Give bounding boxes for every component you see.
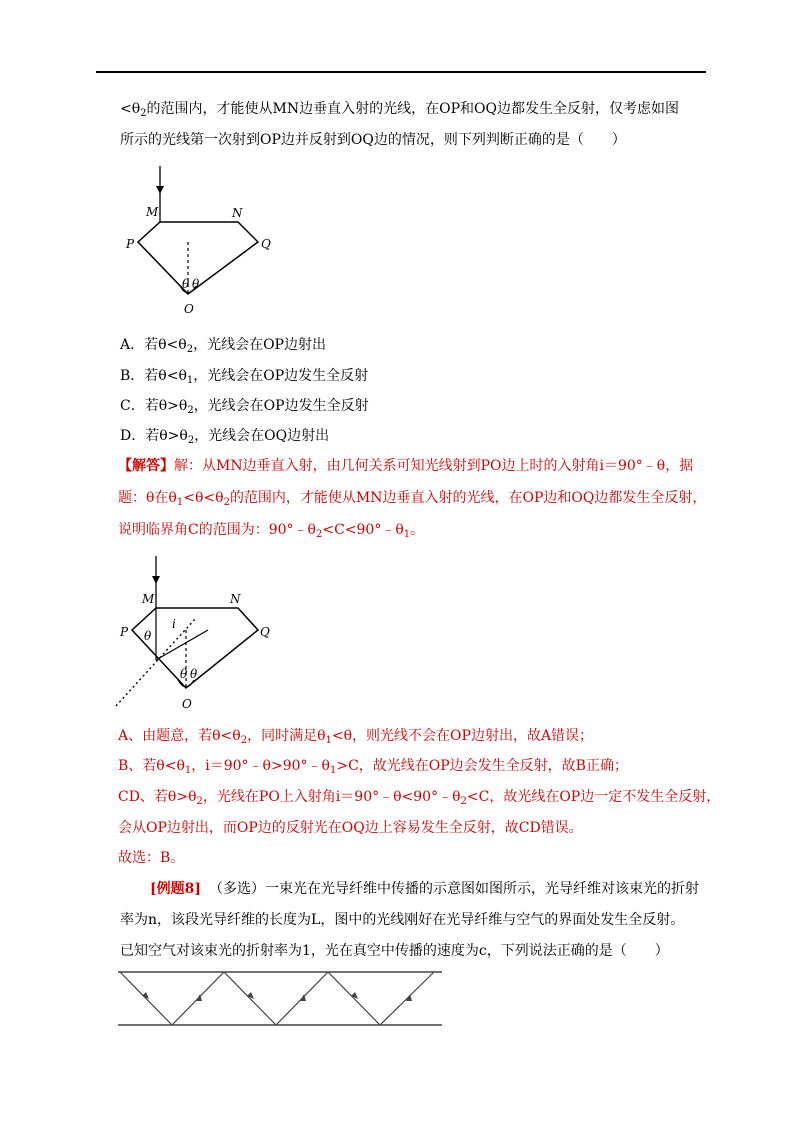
- label-M: M: [142, 592, 155, 606]
- answer-text: 解：从MN边垂直入射，由几何关系可知光线射到PO边上时的入射角i＝90°﹣θ，据: [174, 458, 694, 474]
- label-i: i: [172, 617, 176, 631]
- label-O: O: [182, 697, 192, 711]
- reflected-ray: [156, 630, 208, 660]
- analysis-text: ，同时满足θ: [247, 728, 326, 744]
- label-M: M: [146, 205, 159, 219]
- answer-text: <C<90°﹣θ: [322, 522, 404, 538]
- zigzag-ray: [120, 972, 434, 1025]
- subscript: 2: [196, 796, 203, 807]
- subscript: 1: [176, 497, 184, 508]
- analysis-text: ，i＝90°﹣θ>90°﹣θ: [191, 758, 330, 774]
- answer-text: 的范围内，才能使从MN边垂直入射的光线，在OP边和OQ边都发生全反射，: [229, 490, 707, 506]
- prism-figure-2: [108, 548, 283, 713]
- label-N: N: [232, 206, 243, 220]
- subscript: 2: [460, 796, 467, 807]
- option-text: ，光线会在OP边发生全反射: [193, 368, 369, 384]
- subscript: 2: [187, 435, 195, 446]
- answer-text: 题：θ在θ: [118, 490, 177, 506]
- option-text: D．若θ>θ: [120, 428, 188, 444]
- analysis-text: ，光线在PO上入射角i＝90°﹣θ<90°﹣θ: [202, 789, 461, 805]
- label-O: O: [184, 302, 194, 316]
- option-text: ，光线会在OP边射出: [193, 337, 326, 353]
- option-text: ，光线会在OQ边射出: [194, 428, 330, 444]
- option-text: A．若θ<θ: [120, 337, 187, 353]
- answer-bracket: 【解答】: [118, 458, 174, 474]
- analysis-text: A、由题意，若θ<θ: [118, 728, 241, 744]
- analysis-a: [118, 726, 593, 746]
- label-theta-left: θ: [180, 667, 188, 681]
- arrow-icon: [247, 992, 254, 999]
- subscript: 2: [240, 735, 248, 746]
- label-theta-right: θ: [190, 667, 198, 681]
- option-a: [120, 335, 326, 355]
- analysis-cd-1: [118, 787, 720, 807]
- subscript: 2: [315, 529, 323, 540]
- label-Q: Q: [261, 237, 271, 251]
- label-theta-right: θ: [192, 277, 200, 291]
- optical-fiber-figure: [116, 966, 446, 1030]
- arrow-icon: [351, 992, 358, 999]
- label-N: N: [230, 592, 241, 606]
- label-P: P: [126, 237, 135, 251]
- subscript: 2: [186, 344, 194, 355]
- subscript: 2: [140, 108, 147, 119]
- analysis-choice: 故选：B。: [118, 850, 185, 866]
- analysis-text: B、若θ<θ: [118, 758, 185, 774]
- example8-line-1: [150, 879, 699, 899]
- analysis-cd-2: 会从OP边射出，而OP边的反射光在OQ边上容易发生全反射，故CD错误。: [118, 820, 583, 836]
- analysis-text: <C，故光线在OP边一定不发生全反射，: [466, 789, 721, 805]
- arrow-head-icon: [152, 576, 160, 584]
- intro-line-1: [120, 99, 679, 119]
- intro-text: <θ: [120, 101, 141, 117]
- analysis-text: CD、若θ>θ: [118, 789, 197, 805]
- subscript: 1: [184, 765, 192, 776]
- prism-figure-1: [110, 160, 280, 320]
- answer-line-3: [118, 520, 424, 540]
- answer-text: 。: [410, 522, 425, 538]
- option-c: [120, 396, 369, 416]
- label-theta-left: θ: [182, 277, 190, 291]
- answer-text: <θ<θ: [183, 490, 224, 506]
- subscript: 2: [223, 497, 230, 508]
- header-rule: [96, 71, 706, 73]
- option-text: B．若θ<θ: [120, 368, 187, 384]
- answer-line-2: [118, 488, 706, 508]
- label-P: P: [120, 625, 129, 639]
- option-d: [120, 426, 329, 446]
- subscript: 1: [186, 375, 194, 386]
- option-b: [120, 366, 368, 386]
- subscript: 1: [329, 765, 337, 776]
- arrow-head-icon: [156, 186, 164, 194]
- label-Q: Q: [260, 625, 270, 639]
- answer-text: 说明临界角C的范围为：90°﹣θ: [118, 522, 316, 538]
- example-tag: [例题8]: [150, 881, 201, 897]
- subscript: 2: [187, 405, 194, 416]
- option-text: C．若θ>θ: [120, 398, 188, 414]
- analysis-text: <θ，则光线不会在OP边射出，故A错误；: [331, 728, 594, 744]
- option-text: ，光线会在OP边发生全反射: [193, 398, 369, 414]
- analysis-text: >C，故光线在OP边会发生全反射，故B正确；: [336, 758, 628, 774]
- intro-line-2: 所示的光线第一次射到OP边并反射到OQ边的情况，则下列判断正确的是（ ）: [120, 132, 626, 148]
- analysis-b: [118, 756, 628, 776]
- example-text: （多选）一束光在光导纤维中传播的示意图如图所示，光导纤维对该束光的折射: [209, 881, 699, 897]
- subscript: 1: [403, 529, 411, 540]
- subscript: 1: [325, 735, 332, 746]
- label-theta-p: θ: [144, 629, 152, 643]
- example8-line-2: 率为n，该段光导纤维的长度为L，图中的光线刚好在光导纤维与空气的界面处发生全反射。: [120, 912, 685, 928]
- answer-line-1: [118, 456, 693, 476]
- intro-text: 的范围内，才能使从MN边垂直入射的光线，在OP和OQ边都发生全反射，仅考虑如图: [146, 101, 679, 117]
- example8-line-3: 已知空气对该束光的折射率为1，光在真空中传播的速度为c，下列说法正确的是（ ）: [120, 943, 669, 959]
